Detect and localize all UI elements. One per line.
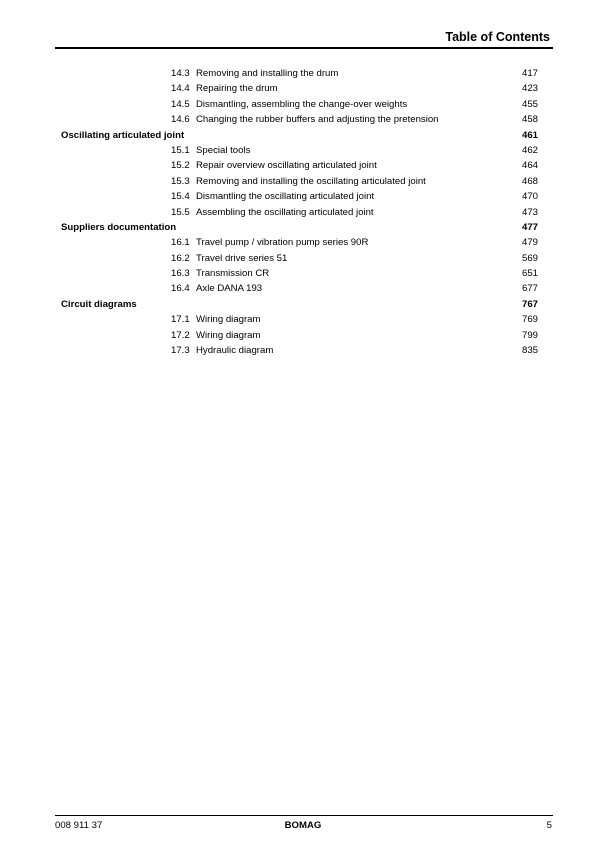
toc-entry-number: 16.4: [171, 283, 190, 295]
toc-entry[interactable]: [0, 81, 596, 96]
toc-entry-title: Special tools: [196, 144, 251, 156]
page-title: Table of Contents: [445, 30, 550, 44]
toc-entry-title: Travel drive series 51: [196, 252, 288, 264]
toc-entry-page: 458: [521, 114, 538, 126]
toc-entry-page: 473: [521, 206, 538, 218]
header-divider: [55, 47, 553, 49]
toc-entry[interactable]: [0, 205, 596, 220]
toc-chapter-title: Suppliers documentation: [61, 221, 177, 233]
table-of-contents: [0, 66, 596, 358]
toc-entry[interactable]: [0, 312, 596, 327]
toc-entry-number: 16.1: [171, 237, 190, 249]
toc-entry-page: 479: [521, 237, 538, 249]
toc-entry-number: 15.3: [171, 175, 190, 187]
toc-entry-title: Travel pump / vibration pump series 90R: [196, 237, 369, 249]
toc-entry[interactable]: [0, 174, 596, 189]
toc-entry-page: 569: [521, 252, 538, 264]
toc-entry-page: 455: [521, 98, 538, 110]
toc-chapter[interactable]: [0, 297, 596, 312]
toc-chapter[interactable]: [0, 128, 596, 143]
toc-entry[interactable]: [0, 251, 596, 266]
toc-entry-title: Repair overview oscillating articulated joint: [196, 160, 377, 172]
toc-chapter-page: 477: [521, 221, 538, 233]
toc-entry-title: Repairing the drum: [196, 83, 278, 95]
toc-entry[interactable]: [0, 235, 596, 250]
toc-entry-title: Removing and installing the oscillating articulated joint: [196, 175, 426, 187]
toc-entry-title: Dismantling the oscillating articulated joint: [196, 191, 375, 203]
toc-chapter[interactable]: [0, 220, 596, 235]
toc-entry-title: Axle DANA 193: [196, 283, 263, 295]
toc-entry-title: Transmission CR: [196, 268, 270, 280]
toc-entry[interactable]: [0, 97, 596, 112]
toc-entry-number: 15.4: [171, 191, 190, 203]
toc-entry-page: 468: [521, 175, 538, 187]
brand-name: BOMAG: [284, 820, 322, 831]
toc-entry-page: 799: [521, 329, 538, 341]
toc-entry-number: 16.3: [171, 268, 190, 280]
document-number: 008 911 37: [55, 820, 103, 831]
toc-chapter-title: Oscillating articulated joint: [61, 129, 185, 141]
footer-divider: [55, 815, 553, 816]
toc-entry-number: 14.5: [171, 98, 190, 110]
toc-entry-number: 15.5: [171, 206, 190, 218]
toc-entry-title: Changing the rubber buffers and adjusting the pretension: [196, 114, 439, 126]
toc-entry-page: 470: [521, 191, 538, 203]
toc-entry-number: 16.2: [171, 252, 190, 264]
toc-entry-page: 835: [521, 345, 538, 357]
toc-entry-number: 14.6: [171, 114, 190, 126]
toc-entry-page: 464: [521, 160, 538, 172]
toc-entry-number: 17.2: [171, 329, 190, 341]
toc-entry-number: 17.3: [171, 345, 190, 357]
page-number: 5: [546, 820, 552, 831]
toc-entry-number: 15.2: [171, 160, 190, 172]
toc-entry[interactable]: [0, 281, 596, 296]
toc-entry[interactable]: [0, 266, 596, 281]
toc-chapter-title: Circuit diagrams: [61, 298, 137, 310]
toc-entry-title: Wiring diagram: [196, 329, 261, 341]
toc-entry-title: Removing and installing the drum: [196, 68, 339, 79]
toc-entry-number: 17.1: [171, 314, 190, 326]
toc-entry-page: 651: [521, 268, 538, 280]
toc-entry[interactable]: [0, 66, 596, 81]
toc-entry[interactable]: [0, 328, 596, 343]
toc-chapter-page: 461: [521, 129, 538, 141]
toc-entry[interactable]: [0, 343, 596, 358]
toc-entry-page: 423: [521, 83, 538, 95]
toc-entry-title: Dismantling, assembling the change-over weights: [196, 98, 408, 110]
toc-entry-number: 14.3: [171, 68, 190, 79]
toc-entry-page: 417: [521, 68, 538, 79]
toc-entry-number: 14.4: [171, 83, 190, 95]
toc-chapter-page: 767: [521, 298, 538, 310]
toc-entry-title: Assembling the oscillating articulated joint: [196, 206, 374, 218]
toc-entry-title: Wiring diagram: [196, 314, 261, 326]
toc-entry-page: 677: [521, 283, 538, 295]
toc-entry[interactable]: [0, 189, 596, 204]
toc-entry-page: 769: [521, 314, 538, 326]
toc-entry[interactable]: [0, 143, 596, 158]
toc-entry[interactable]: [0, 158, 596, 173]
toc-entry-page: 462: [521, 144, 538, 156]
toc-entry-number: 15.1: [171, 144, 190, 156]
toc-entry-title: Hydraulic diagram: [196, 345, 274, 357]
toc-entry[interactable]: [0, 112, 596, 127]
